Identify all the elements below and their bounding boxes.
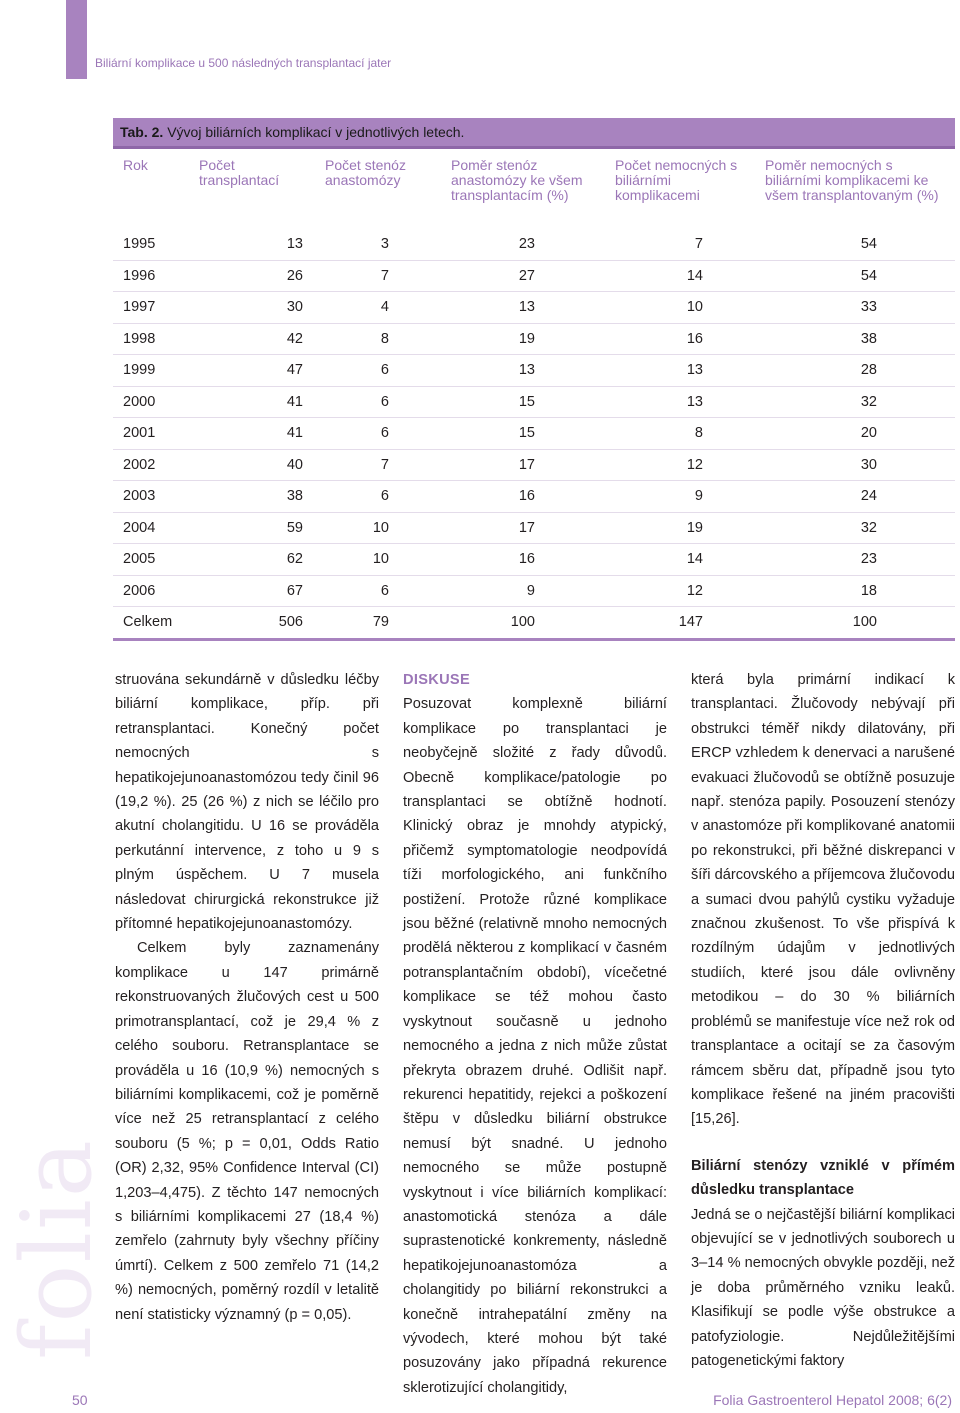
text-column-1: [115, 668, 379, 1327]
table-cell-value: 13: [441, 355, 605, 387]
table-caption: [113, 118, 955, 149]
table-caption-label: Tab. 2.: [120, 124, 164, 140]
table-cell-year: 1999: [113, 355, 189, 387]
table-cell-value: 147: [605, 607, 755, 640]
table-cell-value: 9: [605, 481, 755, 513]
table-cell-value: 32: [755, 512, 955, 544]
table-row: [113, 386, 955, 418]
table-row: [113, 229, 955, 260]
table-cell-value: 40: [189, 449, 315, 481]
table-row: [113, 481, 955, 513]
table-cell-value: 62: [189, 544, 315, 576]
table-cell-value: 6: [315, 575, 441, 607]
table-cell-value: 15: [441, 418, 605, 450]
table-cell-value: 10: [605, 292, 755, 324]
table-cell-value: 10: [315, 512, 441, 544]
table-total-row: [113, 607, 955, 640]
table-cell-value: 8: [605, 418, 755, 450]
table-cell-value: 19: [605, 512, 755, 544]
table-cell-value: 20: [755, 418, 955, 450]
table-row: [113, 512, 955, 544]
table-cell-value: 8: [315, 323, 441, 355]
table-header-row: [113, 150, 955, 229]
table-cell-value: 7: [605, 229, 755, 260]
paragraph: Celkem byly zaznamenány komplikace u 147 primárně rekonstruovaných žlučových cest u 500 primotransplantací, což je 29,4 % z celého souboru. Retransplantace se prováděla u 16 (10,9 %) nemocných s biliárními komplikacemi, což je poměrně více než 25 retransplantací z celého souboru (5 %; p = 0,01, Odds Ratio (OR) 2,32, 95% Confidence Interval (CI) 1,203–4,475). Z těchto 147 nemocných s biliárními komplikacemi 27 (18,4 %) zemřelo (zahrnuty byly všechny příčiny úmrtí). Celkem z 500 zemřelo 71 (14,2 %) nemocných, poměrný rozdíl v letalitě není statisticky významný (p = 0,05).: [115, 940, 379, 1323]
paragraph: která byla primární indikací k transplantaci. Žlučovody nebývají při obstrukci téměř nikdy dilatovány, při ERCP vzhledem k denervaci a narušené evakuaci žlučovodů se obtížně posuzuje např. stenóza papily. Posouzení stenózy v anastomóze při komplikované anatomii po rekonstrukci, při běžné diskrepanci v šíři dárcovského a příjemcova žlučovodu a sumaci dvou pahýlů cystiku vyžaduje značnou zkušenost. To vše přispívá k rozdílným údajům v jednotlivých studiích, které jsou dále ovlivněny metodikou – do 30 % biliárních problémů se manifestuje více než rok od transplantace a ocitají se za časovým rámcem sběru dat, případně jsou tyto komplikace řešené na jiném pracovišti [15,26].: [691, 672, 955, 1128]
data-table: [113, 150, 955, 641]
table-cell-value: 47: [189, 355, 315, 387]
table-cell-value: 100: [755, 607, 955, 640]
table-row: [113, 355, 955, 387]
table-cell-year: 1995: [113, 229, 189, 260]
table-cell-year: 2005: [113, 544, 189, 576]
table-cell-value: 24: [755, 481, 955, 513]
table-cell-value: 30: [755, 449, 955, 481]
table-cell-value: 67: [189, 575, 315, 607]
running-head: Biliární komplikace u 500 následných transplantací jater: [95, 56, 392, 70]
table-cell-value: 506: [189, 607, 315, 640]
table-body: [113, 229, 955, 639]
table-cell-value: 12: [605, 449, 755, 481]
table-cell-value: 38: [755, 323, 955, 355]
table-cell-value: 32: [755, 386, 955, 418]
table-cell-value: 4: [315, 292, 441, 324]
table-cell-value: 41: [189, 418, 315, 450]
text-column-2: [403, 668, 667, 1400]
table-cell-value: 14: [605, 544, 755, 576]
table-cell-value: 41: [189, 386, 315, 418]
table-row: [113, 292, 955, 324]
paragraph: Posuzovat komplexně biliární komplikace po transplantaci je neobyčejně složité z řady důvodů. Obecně komplikace/patologie po transplantaci se obtížně hodnotí. Klinický obraz je mnohdy atypický, přičemž symptomatologie neodpovídá tíži morfologického, ani funkčního postižení. Protože různé komplikace jsou běžné (relativně mnoho nemocných prodělá některou z komplikací v časném potransplantačním období), vícečetné komplikace se též mohou často vyskytnout současně u jednoho nemocného a jedna z nich může zůstat překryta obrazem druhé. Odlišit např. rekurenci hepatitidy, rejekci a poškození štěpu v důsledku biliární obstrukce nemusí být snadné. U jednoho nemocného se může postupně vyskytnout i více biliárních komplikací: anastomotická stenóza a dále suprastenotické konkrementy, následně hepatikojejunoanastomóza a cholangitidy po biliární rekonstrukci a konečně intrahepatální změny na vývodech, které mohou být také posuzovány jako případná rekurence sklerotizující cholangitidy,: [403, 696, 667, 1396]
table-cell-value: 23: [755, 544, 955, 576]
table-cell-year: 1997: [113, 292, 189, 324]
table-cell-value: 42: [189, 323, 315, 355]
table-row: [113, 575, 955, 607]
table-cell-year: 2002: [113, 449, 189, 481]
table-cell-value: 10: [315, 544, 441, 576]
table-cell-value: 14: [605, 260, 755, 292]
table-cell-value: 7: [315, 260, 441, 292]
table-cell-value: 6: [315, 481, 441, 513]
table-cell-value: 19: [441, 323, 605, 355]
header-transplant-count: Počet transplantací: [199, 157, 280, 188]
table-cell-value: 6: [315, 355, 441, 387]
table-cell-year: 1998: [113, 323, 189, 355]
table-cell-value: 28: [755, 355, 955, 387]
table-cell-value: 6: [315, 386, 441, 418]
table-cell-value: 100: [441, 607, 605, 640]
table-cell-value: 33: [755, 292, 955, 324]
table-cell-value: 16: [605, 323, 755, 355]
table-cell-value: 13: [605, 386, 755, 418]
page-number: 50: [72, 1392, 88, 1408]
table-cell-year: 2003: [113, 481, 189, 513]
table-cell-year: Celkem: [113, 607, 189, 640]
table-cell-value: 12: [605, 575, 755, 607]
table-row: [113, 323, 955, 355]
table-row: [113, 544, 955, 576]
table-cell-value: 26: [189, 260, 315, 292]
journal-reference: Folia Gastroenterol Hepatol 2008; 6(2): [713, 1392, 952, 1408]
header-stenosis-ratio: Poměr stenóz anastomózy ke všem transplantacím (%): [451, 157, 583, 203]
table-cell-value: 54: [755, 260, 955, 292]
header-complication-ratio: Poměr nemocných s biliárními komplikacemi ke všem transplantovaným (%): [765, 157, 939, 203]
header-complication-count: Počet nemocných s biliárními komplikacemi: [615, 157, 738, 203]
table-cell-value: 3: [315, 229, 441, 260]
folia-logo: folia: [1, 1138, 113, 1360]
table-cell-value: 17: [441, 512, 605, 544]
table-cell-value: 23: [441, 229, 605, 260]
text-column-3: [691, 668, 955, 1373]
header-accent-bar: [66, 0, 87, 79]
table-cell-value: 13: [189, 229, 315, 260]
table-cell-value: 59: [189, 512, 315, 544]
section-heading-diskuse: DISKUSE: [403, 672, 470, 688]
table-cell-value: 27: [441, 260, 605, 292]
table-cell-value: 38: [189, 481, 315, 513]
paragraph: Jedná se o nejčastější biliární komplikaci objevující se v jednotlivých souborech u 3–14 % nemocných obvykle později, než je doba průměrného vzniku leaků. Klasifikují se podle výše obstrukce a patofyziologie. Nejdůležitějšími patogenetickými faktory: [691, 1206, 955, 1369]
table-cell-value: 16: [441, 544, 605, 576]
table-cell-year: 2006: [113, 575, 189, 607]
table-cell-value: 15: [441, 386, 605, 418]
table-cell-year: 2000: [113, 386, 189, 418]
table-cell-value: 30: [189, 292, 315, 324]
table-cell-value: 16: [441, 481, 605, 513]
paragraph: struována sekundárně v důsledku léčby biliární komplikace, příp. při retransplantaci. Konečný počet nemocných s hepatikojejunoanastomózou tedy činil 96 (19,2 %). 25 (26 %) z nich se léčilo pro akutní cholangitidu. U 16 se prováděla perkutánní intervence, z toho u 9 s plným úspěchem. U 7 musela následovat chirurgická rekonstrukce již přítomné hepatikojejunoanastomózy.: [115, 672, 379, 933]
table-cell-value: 13: [441, 292, 605, 324]
table-caption-text: Vývoj biliárních komplikací v jednotlivých letech.: [167, 124, 465, 140]
table-cell-year: 2001: [113, 418, 189, 450]
table-cell-value: 13: [605, 355, 755, 387]
table-cell-value: 9: [441, 575, 605, 607]
table-row: [113, 449, 955, 481]
table-cell-value: 17: [441, 449, 605, 481]
table-row: [113, 260, 955, 292]
header-stenosis-count: Počet stenóz anastomózy: [325, 157, 406, 188]
subsection-heading: Biliární stenózy vzniklé v přímém důsledku transplantace: [691, 1157, 955, 1199]
table-cell-year: 2004: [113, 512, 189, 544]
table-cell-value: 6: [315, 418, 441, 450]
table-cell-value: 18: [755, 575, 955, 607]
table-cell-value: 54: [755, 229, 955, 260]
table-cell-value: 79: [315, 607, 441, 640]
header-year: Rok: [123, 157, 148, 173]
table-cell-value: 7: [315, 449, 441, 481]
table-row: [113, 418, 955, 450]
table-cell-year: 1996: [113, 260, 189, 292]
